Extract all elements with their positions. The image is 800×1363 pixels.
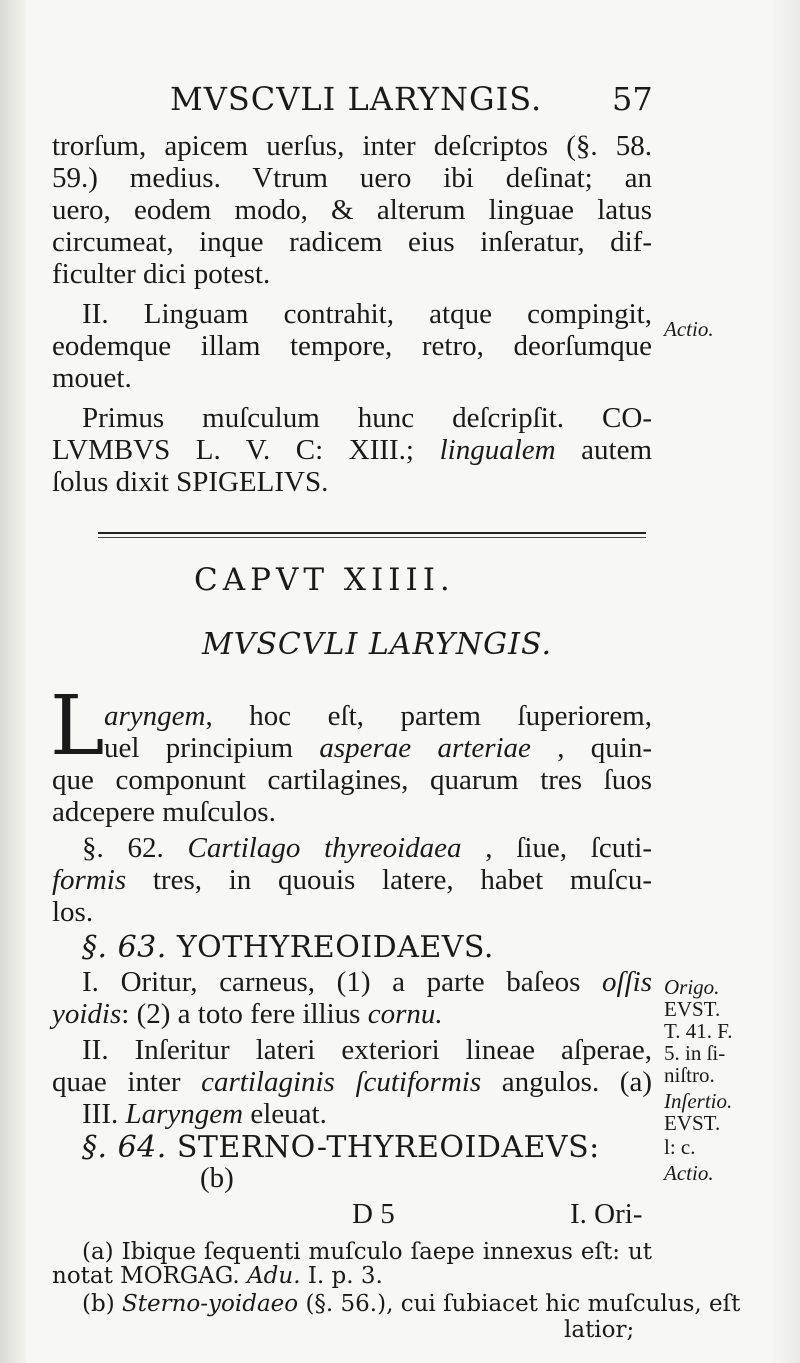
text-italic: Laryngem	[125, 1098, 244, 1130]
text-segment: quae inter	[52, 1066, 181, 1098]
text-segment: : (2) a toto fere illius	[121, 998, 368, 1030]
text-line: Primus muſculum hunc deſcripſit. CO-	[82, 402, 652, 434]
text-italic: Sterno-yoidaeo	[121, 1291, 299, 1317]
text-segment: tres, in quouis latere, habet muſcu-	[152, 864, 653, 896]
text-segment: autem	[581, 434, 653, 466]
text-line: 59.) medius. Vtrum uero ibi deſinat; an	[52, 162, 652, 194]
text-segment: III.	[82, 1098, 119, 1130]
text-segment: , hoc eſt, partem ſuperiorem,	[205, 700, 652, 732]
signature-mark: D 5	[352, 1198, 395, 1230]
text-line	[52, 1066, 652, 1098]
text-segment: notat MORGAG.	[52, 1263, 240, 1289]
section-heading	[82, 1130, 600, 1165]
text-line	[82, 1098, 327, 1130]
page-number: 57	[612, 80, 653, 118]
text-segment: §. 62.	[82, 832, 164, 864]
drop-cap: L	[50, 679, 105, 774]
text-line	[104, 732, 652, 764]
footnote: latior;	[564, 1317, 635, 1343]
section-rule	[98, 537, 646, 538]
text-italic: oſſis	[602, 966, 653, 998]
margin-note-ref: EVST.	[664, 1111, 721, 1135]
text-segment: uel principium	[104, 732, 294, 764]
text-segment: LVMBVS L. V. C: XIII.;	[52, 434, 414, 466]
footnote	[82, 1291, 741, 1317]
text-italic: yoidis	[52, 998, 122, 1030]
margin-note-origo: Origo.	[664, 975, 720, 999]
text-line	[52, 434, 652, 466]
margin-note-actio: Actio.	[664, 1161, 714, 1185]
page-edge-shadow	[770, 0, 800, 1363]
margin-note-ref: niſtro.	[664, 1063, 715, 1087]
text-line: ſolus dixit SPIGELIVS.	[52, 466, 329, 498]
footnote: (a) Ibique ſequenti muſculo ſaepe innexus eſt: ut	[82, 1239, 652, 1265]
text-line	[52, 998, 443, 1030]
text-italic: lingualem	[439, 434, 556, 466]
text-italic: cornu.	[367, 998, 443, 1030]
text-italic: asperae arteriae	[319, 732, 531, 764]
margin-note-insertio: Inſertio.	[664, 1089, 733, 1113]
text-segment: angulos. (a)	[501, 1066, 652, 1098]
margin-note-ref: T. 41. F.	[664, 1019, 733, 1043]
text-line	[52, 864, 652, 896]
text-line	[82, 832, 652, 864]
section-number: §. 63.	[82, 930, 167, 965]
section-rule	[98, 532, 646, 534]
text-line: circumeat, inque radicem eius inſeratur, dif-	[52, 226, 652, 258]
text-segment: (§. 56.), cui ſubiacet hic muſculus, eſt	[305, 1291, 741, 1317]
text-line: mouet.	[52, 362, 132, 394]
text-line: eodemque illam tempore, retro, deorſumque	[52, 330, 652, 362]
text-segment: I. Oritur, carneus, (1) a parte baſeos	[82, 966, 581, 998]
text-line: uero, eodem modo, & alterum linguae latus	[52, 194, 652, 226]
text-line	[82, 966, 652, 998]
section-heading	[82, 930, 494, 965]
text-line: ficulter dici potest.	[52, 258, 271, 290]
text-line: (b)	[200, 1162, 234, 1194]
text-line: los.	[52, 896, 94, 928]
margin-note-ref: EVST.	[664, 997, 721, 1021]
margin-note-actio: Actio.	[664, 317, 714, 341]
text-line: trorſum, apicem uerſus, inter deſcriptos (§. 58.	[52, 130, 652, 162]
section-title: YOTHYREOIDAEVS.	[176, 930, 494, 965]
text-line: II. Linguam contrahit, atque compingit,	[82, 298, 652, 330]
text-segment: (b)	[82, 1291, 115, 1317]
text-italic: Cartilago thyreoidaea	[187, 832, 462, 864]
running-head: MVSCVLI LARYNGIS.	[170, 80, 543, 118]
chapter-heading: CAPVT XIIII.	[194, 562, 455, 598]
section-title: STERNO-THYREOIDAEVS:	[176, 1130, 600, 1165]
page-gutter-shadow	[0, 0, 26, 1363]
text-segment: , ſiue, ſcuti-	[485, 832, 653, 864]
footnote	[52, 1264, 383, 1288]
chapter-subheading: MVSCVLI LARYNGIS.	[202, 627, 553, 662]
text-line: II. Inſeritur lateri exteriori lineae aſperae,	[82, 1034, 652, 1066]
text-italic: aryngem	[104, 700, 206, 732]
text-segment: eleuat.	[250, 1098, 327, 1130]
text-line: adcepere muſculos.	[52, 796, 276, 828]
catchword: I. Ori-	[570, 1198, 643, 1230]
text-line	[104, 700, 652, 732]
section-number: §. 64.	[82, 1130, 167, 1165]
text-italic: cartilaginis ſcutiformis	[201, 1066, 482, 1098]
margin-note-ref: 5. in ſi-	[664, 1041, 726, 1065]
text-line: que componunt cartilagines, quarum tres ſuos	[52, 764, 652, 796]
margin-note-ref: l: c.	[664, 1135, 696, 1159]
text-italic: formis	[52, 864, 127, 896]
text-italic: Adu.	[247, 1263, 301, 1289]
text-segment: , quin-	[557, 732, 653, 764]
text-segment: I. p. 3.	[307, 1263, 383, 1289]
